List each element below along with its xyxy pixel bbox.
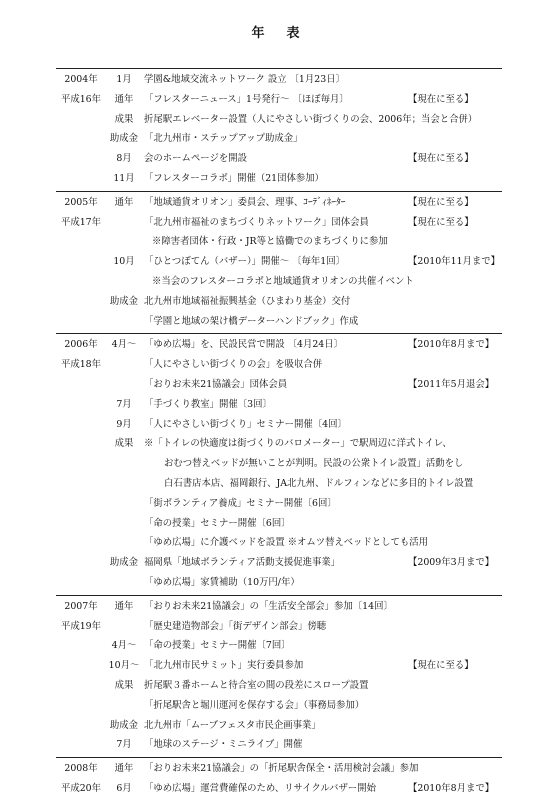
event-text: おむつ替えベッドが無いことが判明。民設の公衆トイレ設置」活動をし	[164, 458, 464, 470]
title-char-1: 年	[251, 26, 269, 41]
period-label: 8月	[116, 153, 132, 165]
timeline-row	[56, 533, 502, 553]
event-text: 学園&地域交流ネットワーク 設立 〔1月23日〕	[144, 74, 345, 85]
period-label: 1月	[116, 74, 132, 85]
year-section	[56, 596, 502, 757]
event-text: 「歴史建造物部会」「街デザイン部会」傍聴	[144, 620, 327, 632]
timeline-row	[56, 597, 502, 617]
period-label: 通年	[114, 93, 134, 105]
timeline-row	[56, 149, 502, 169]
timeline-row	[56, 70, 502, 90]
year-section	[56, 192, 502, 334]
event-text: 折尾駅エレベーター設置（人にやさしい街づくりの会、2006年；当会と合併）	[144, 113, 478, 125]
timeline-row	[56, 676, 502, 696]
period-label: 7月	[116, 739, 132, 751]
timeline-row	[56, 716, 502, 736]
timeline-row	[56, 617, 502, 637]
timeline-row	[56, 355, 502, 375]
event-text: 「フレスターコラボ」開催（21団体参加）	[144, 172, 325, 184]
period-label: 成果	[114, 113, 134, 125]
timeline-row	[56, 312, 502, 332]
period-label: 成果	[114, 438, 134, 450]
event-text: 「ゆめ広場」運営費確保のため、リサイクルバザー開始	[144, 782, 377, 794]
event-text: 「ひとつぼてん（バザー）」開催〜 〔毎年1回〕	[144, 256, 345, 268]
event-text: 北九州市「ムーブフェスタ市民企画事業」	[144, 719, 321, 731]
year-label: 2004年	[64, 74, 98, 85]
event-text: 「学園と地域の架け橋データーハンドブック」作成	[144, 315, 359, 327]
timeline-row	[56, 474, 502, 494]
timeline-row	[56, 129, 502, 149]
event-text: 「おりお未来21協議会」団体会員	[144, 378, 288, 390]
status-note: 【2011年5月退会】	[408, 378, 495, 390]
event-text: 「地球のステージ・ミニライブ」開催	[144, 739, 303, 751]
timeline-row	[56, 193, 502, 213]
period-label: 11月	[113, 172, 135, 184]
timeline-row	[56, 169, 502, 189]
page-title	[0, 22, 555, 41]
timeline-row	[56, 735, 502, 755]
period-label: 9月	[116, 418, 132, 430]
timeline-row	[56, 514, 502, 534]
timeline-row	[56, 335, 502, 355]
event-text: 「おりお未来21協議会」の「折尾駅舎保全・活用検討会議」参加	[144, 763, 419, 775]
year-label: 2006年	[64, 339, 98, 351]
period-label: 通年	[114, 763, 134, 775]
status-note: 【2010年8月まで】	[408, 339, 495, 351]
event-text: 「おりお未来21協議会」の「生活安全部会」参加〔14回〕	[144, 600, 393, 612]
event-text: ※当会のフレスターコラボと地域通貨オリオンの共催イベント	[152, 275, 414, 287]
era-label: 平成18年	[60, 359, 102, 371]
event-text: 「人にやさしい街づくりの会」を吸収合併	[144, 359, 323, 371]
event-text: 「命の授業」セミナー開催〔7回〕	[144, 640, 291, 652]
event-text: 福岡県「地域ボランティア活動支援促進事業」	[144, 557, 341, 569]
period-label: 助成金	[109, 295, 139, 307]
timeline-row	[56, 759, 502, 779]
event-text: 「ゆめ広場」を、民設民営で開設 〔4月24日〕	[144, 339, 344, 351]
event-text: 「ゆめ広場」に介護ベッドを設置 ※オムツ替えベッドとしても活用	[144, 537, 429, 549]
event-text: 「折尾駅舎と堀川運河を保存する会」（事務局参加）	[144, 699, 365, 711]
timeline-row	[56, 292, 502, 312]
event-text: 会のホームページを開設	[144, 153, 247, 165]
period-label: 4月〜	[111, 640, 137, 652]
year-label: 2005年	[64, 196, 98, 208]
event-text: ※障害者団体・行政・JR等と協働でのまちづくりに参加	[152, 236, 388, 248]
era-label: 平成20年	[60, 782, 102, 794]
period-label: 10月〜	[108, 660, 140, 672]
timeline-row	[56, 272, 502, 292]
event-text: 北九州市地域福祉振興基金（ひまわり基金）交付	[144, 295, 351, 307]
event-text: 「街ボランティア養成」セミナー開催〔6回〕	[144, 497, 337, 509]
period-label: 4月〜	[111, 339, 137, 351]
status-note: 【現在に至る】	[408, 196, 474, 208]
status-note: 【2010年11月まで】	[408, 256, 501, 268]
event-text: 「北九州市・ステップアップ助成金」	[144, 133, 303, 145]
timeline-row	[56, 636, 502, 656]
period-label: 7月	[116, 398, 132, 410]
timeline-row	[56, 395, 502, 415]
status-note: 【現在に至る】	[408, 153, 474, 165]
period-label: 成果	[114, 679, 134, 691]
year-label: 2007年	[64, 600, 98, 612]
timeline-row	[56, 375, 502, 395]
year-section	[56, 758, 502, 801]
event-text: 折尾駅３番ホームと待合室の間の段差にスロープ設置	[144, 679, 369, 691]
status-note: 【2009年3月まで】	[408, 557, 495, 569]
timeline-row	[56, 779, 502, 799]
timeline-row	[56, 494, 502, 514]
period-label: 助成金	[109, 557, 139, 569]
period-label: 通年	[114, 196, 134, 208]
timeline-row	[56, 415, 502, 435]
era-label: 平成19年	[60, 620, 102, 632]
timeline-row	[56, 553, 502, 573]
timeline-row	[56, 252, 502, 272]
event-text: 白石書店本店、福岡銀行、JA北九州、ドルフィンなどに多目的トイレ設置	[164, 477, 474, 489]
year-label: 2008年	[64, 763, 98, 775]
event-text: 「人にやさしい街づくり」セミナー開催〔4回〕	[144, 418, 347, 430]
timeline-row	[56, 454, 502, 474]
timeline-row	[56, 696, 502, 716]
period-label: 通年	[114, 600, 134, 612]
title-char-2: 表	[286, 26, 304, 41]
year-section	[56, 69, 502, 191]
timeline-row	[56, 232, 502, 252]
chronology-table	[56, 68, 502, 801]
timeline-row	[56, 573, 502, 593]
timeline-row	[56, 90, 502, 110]
event-text: 「フレスターニュース」1号発行〜 〔ほぼ毎月〕	[144, 93, 349, 105]
status-note: 【現在に至る】	[408, 660, 474, 672]
status-note: 【現在に至る】	[408, 216, 474, 228]
period-label: 助成金	[109, 133, 139, 145]
status-note: 【2010年8月まで】	[408, 782, 495, 794]
timeline-row	[56, 110, 502, 130]
period-label: 助成金	[109, 719, 139, 731]
event-text: 「手づくり教室」開催〔3回〕	[144, 398, 272, 410]
timeline-row	[56, 213, 502, 233]
event-text: 「北九州市福祉のまちづくりネットワーク」団体会員	[144, 216, 369, 228]
status-note: 【現在に至る】	[408, 93, 474, 105]
year-section	[56, 334, 502, 594]
timeline-row	[56, 434, 502, 454]
event-text: 「地域通貨オリオン」委員会、理事、ｺｰﾃﾞｨﾈｰﾀｰ	[144, 196, 346, 208]
period-label: 6月	[116, 782, 132, 794]
timeline-row	[56, 656, 502, 676]
event-text: ※「トイレの快適度は街づくりのバロメーター」で駅周辺に洋式トイレ、	[144, 438, 452, 450]
era-label: 平成16年	[60, 93, 102, 105]
period-label: 10月	[113, 256, 135, 268]
event-text: 「命の授業」セミナー開催〔6回〕	[144, 517, 291, 529]
event-text: 「ゆめ広場」家賃補助（10万円/年）	[144, 576, 300, 588]
era-label: 平成17年	[60, 216, 102, 228]
event-text: 「北九州市民サミット」実行委員参加	[144, 660, 304, 672]
